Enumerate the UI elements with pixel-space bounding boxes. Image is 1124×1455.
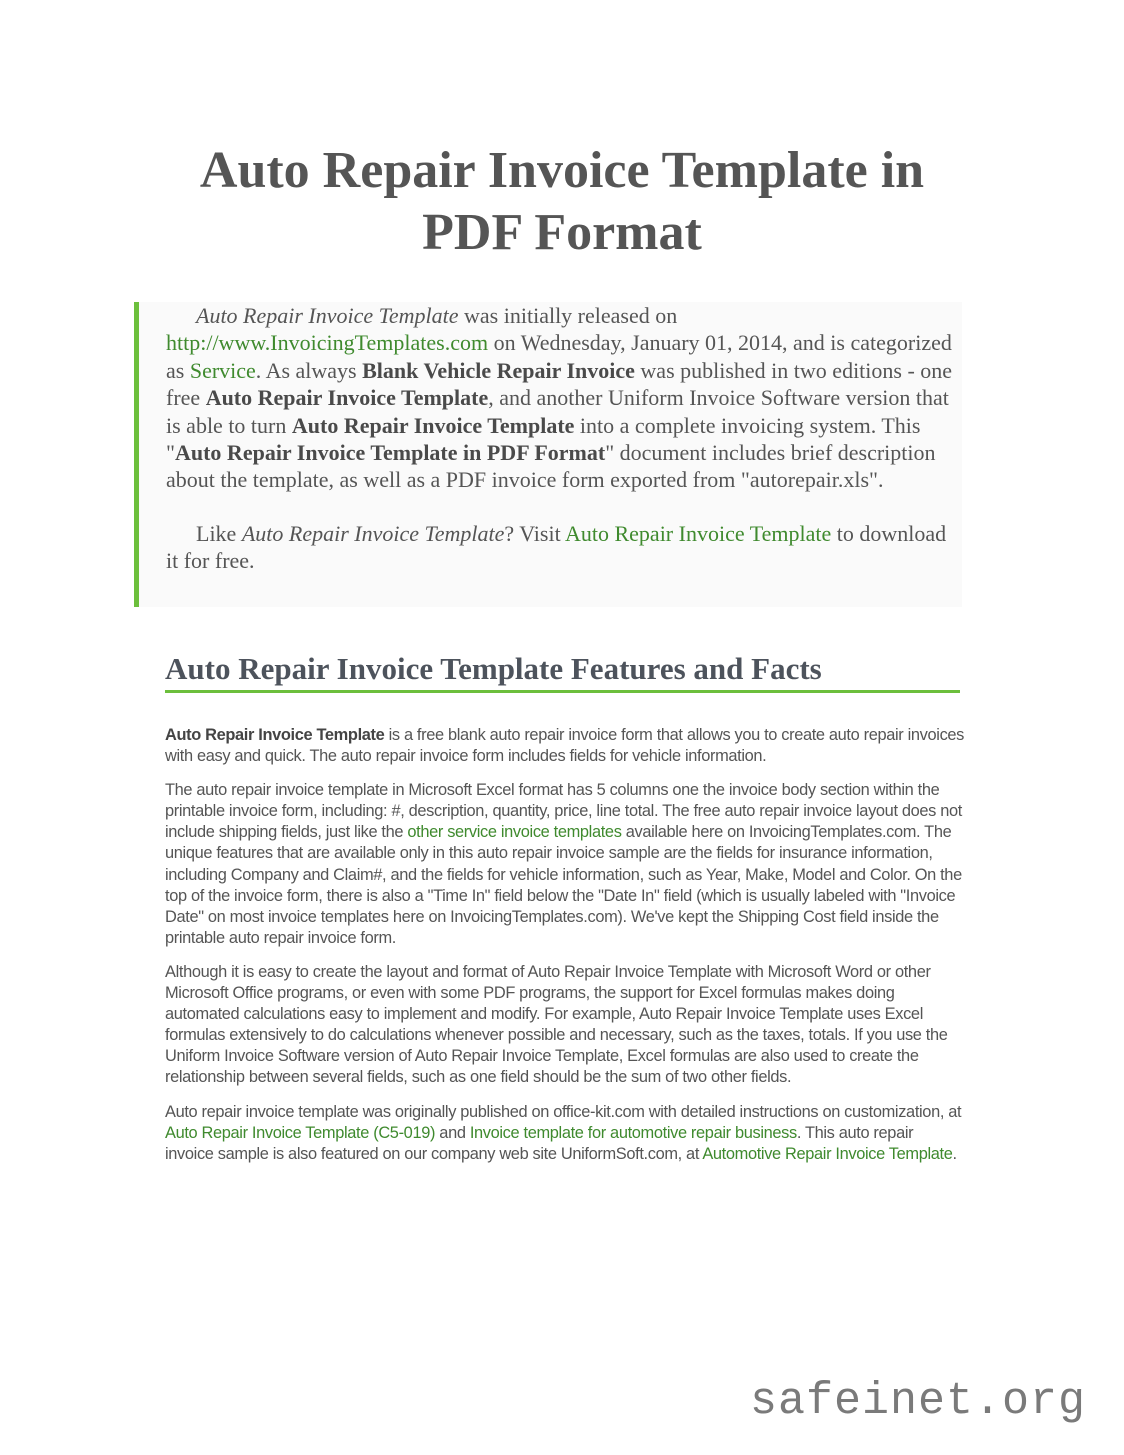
- text: to download it for free.: [166, 520, 947, 574]
- site-link[interactable]: http://www.InvoicingTemplates.com: [166, 330, 489, 356]
- bold-text: Auto Repair Invoice Template: [291, 412, 575, 438]
- text: available here on InvoicingTemplates.com. The unique features that are available only in this auto repair invoice sample are the fields for insurance information, including Company and Claim#, and the fields for vehicle information, such as Year, Make, Model and Color. On the top of the invoice form, there is also a "Time In" field below the "Date In" field (which is usually labeled with "Invoice Date" on most invoice templates here on InvoicingTemplates.com). We've kept the Shipping Cost field inside the printable auto repair invoice form.: [165, 823, 962, 947]
- text: on Wednesday, January 01, 2014, and is categorized as: [166, 330, 952, 383]
- watermark: safeinet.org: [750, 1376, 1087, 1427]
- body-paragraph-4: [165, 1102, 965, 1165]
- template-name-italic: Auto Repair Invoice Template: [241, 520, 505, 546]
- intro-quote-block: [134, 302, 962, 607]
- text: Like: [196, 520, 242, 546]
- text: . This auto repair invoice sample is also featured on our company web site UniformSoft.com, at: [165, 1123, 914, 1163]
- download-template-link[interactable]: Auto Repair Invoice Template: [564, 520, 832, 546]
- bold-text: Auto Repair Invoice Template: [205, 385, 489, 411]
- text: into a complete invoicing system. This ": [166, 412, 921, 466]
- text: , and another Uniform Invoice Software version that is able to turn: [166, 385, 949, 438]
- section-body: [165, 725, 965, 1178]
- intro-paragraph-1: [166, 302, 962, 494]
- automotive-repair-business-link[interactable]: Invoice template for automotive repair business: [469, 1123, 797, 1142]
- body-paragraph-1: [165, 725, 965, 767]
- text: The auto repair invoice template in Microsoft Excel format has 5 columns one the invoice body section within the printable invoice form, including: #, description, quantity, price, line total. The free auto repair invoice layout does not include shipping fields, just like the: [165, 781, 962, 842]
- title-line-2: PDF Format: [422, 204, 702, 261]
- bold-text: Blank Vehicle Repair Invoice: [362, 357, 635, 383]
- title-line-1: Auto Repair Invoice Template in: [199, 142, 925, 199]
- text: Auto repair invoice template was originally published on office-kit.com with detailed instructions on customization, at: [165, 1102, 962, 1121]
- bold-text: Auto Repair Invoice Template in PDF Format: [174, 440, 606, 466]
- text: and: [435, 1123, 470, 1142]
- page-title: [130, 140, 994, 264]
- text: was initially released on: [458, 303, 678, 328]
- office-kit-template-link[interactable]: Auto Repair Invoice Template (C5-019): [165, 1123, 436, 1142]
- bold-text: Auto Repair Invoice Template: [165, 726, 385, 744]
- template-name-italic: Auto Repair Invoice Template: [196, 303, 459, 328]
- intro-paragraph-2: [166, 520, 962, 575]
- text: was published in two editions - one free: [166, 357, 953, 411]
- uniformsoft-template-link[interactable]: Automotive Repair Invoice Template: [702, 1144, 953, 1163]
- text: is a free blank auto repair invoice form that allows you to create auto repair invoices with easy and quick. The auto repair invoice form includes fields for vehicle information.: [165, 726, 965, 766]
- category-link[interactable]: Service: [189, 357, 256, 383]
- text: . As always: [255, 357, 363, 383]
- section-heading: Auto Repair Invoice Template Features and Facts: [165, 650, 960, 693]
- body-paragraph-3: Although it is easy to create the layout and format of Auto Repair Invoice Template with Microsoft Word or other Microsoft Office programs, or even with some PDF programs, the support for Excel formulas makes doing automated calculations easy to implement and modify. For example, Auto Repair Invoice Template uses Excel formulas extensively to do calculations whenever possible and necessary, such as the taxes, totals. If you use the Uniform Invoice Software version of Auto Repair Invoice Template, Excel formulas are also used to create the relationship between several fields, such as one field should be the sum of two other fields.: [165, 962, 948, 1087]
- text: " document includes brief description about the template, as well as a PDF invoice form exported from "autorepair.xls".: [166, 440, 936, 493]
- other-service-templates-link[interactable]: other service invoice templates: [407, 823, 622, 842]
- text: ? Visit: [504, 520, 565, 546]
- body-paragraph-2: [165, 780, 965, 949]
- text: .: [952, 1144, 957, 1163]
